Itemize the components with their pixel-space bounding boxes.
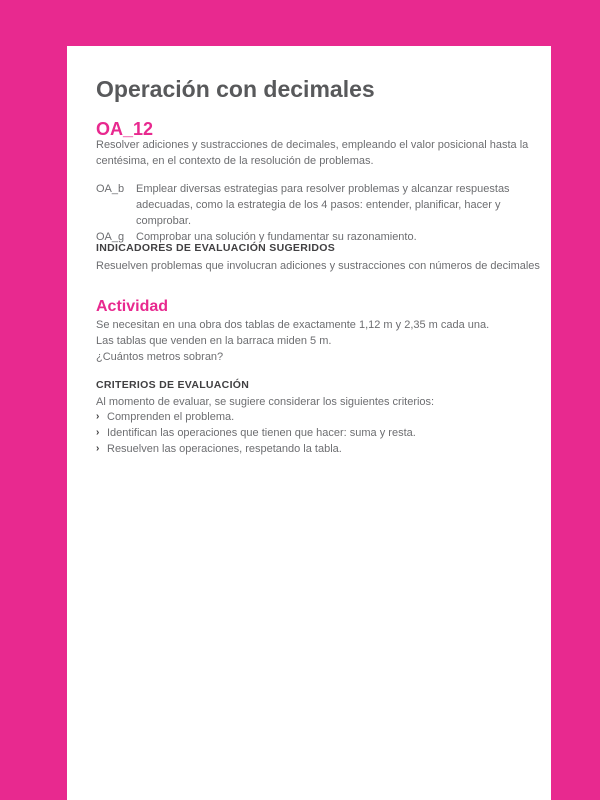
activity-line: ¿Cuántos metros sobran? xyxy=(96,351,224,363)
page-title: Operación con decimales xyxy=(96,76,375,102)
objective-description: Resolver adiciones y sustracciones de decimales, empleando el valor posicional hasta la centésima, en el contexto de la resolución de problemas. xyxy=(96,139,529,167)
criteria-heading: CRITERIOS DE EVALUACIÓN xyxy=(96,379,250,391)
document-page xyxy=(67,46,551,800)
indicators-text: Resuelven problemas que involucran adiciones y sustracciones con números de decimales xyxy=(96,260,540,272)
chevron-right-icon: › xyxy=(96,443,100,454)
activity-line: Las tablas que venden en la barraca miden 5 m. xyxy=(96,335,332,347)
activity-heading: Actividad xyxy=(96,298,169,315)
attitude-objective-code: OA_g xyxy=(96,231,125,243)
attitude-objectives-list xyxy=(96,181,536,245)
criteria-item xyxy=(96,409,416,425)
criteria-item-text: Resuelven las operaciones, respetando la tabla. xyxy=(107,443,342,455)
attitude-objective xyxy=(96,181,536,229)
criteria-item-text: Comprenden el problema. xyxy=(107,411,235,423)
criteria-item-text: Identifican las operaciones que tienen que hacer: suma y resta. xyxy=(107,427,416,439)
objective-code: OA_12 xyxy=(96,119,154,139)
indicators-heading: INDICADORES DE EVALUACIÓN SUGERIDOS xyxy=(96,242,335,254)
criteria-list xyxy=(96,409,416,457)
attitude-objective-text: Comprobar una solución y fundamentar su razonamiento. xyxy=(136,231,417,243)
attitude-objective-code: OA_b xyxy=(96,183,125,195)
criteria-intro: Al momento de evaluar, se sugiere considerar los siguientes criterios: xyxy=(96,396,435,408)
activity-text xyxy=(96,317,489,365)
criteria-item xyxy=(96,441,416,457)
criteria-item xyxy=(96,425,416,441)
attitude-objective-text: Emplear diversas estrategias para resolver problemas y alcanzar respuestas adecuadas, como la estrategia de los 4 pasos: entender, planificar, hacer y comprobar. xyxy=(136,183,510,227)
chevron-right-icon: › xyxy=(96,411,100,422)
activity-line: Se necesitan en una obra dos tablas de exactamente 1,12 m y 2,35 m cada una. xyxy=(96,319,490,331)
chevron-right-icon: › xyxy=(96,427,100,438)
